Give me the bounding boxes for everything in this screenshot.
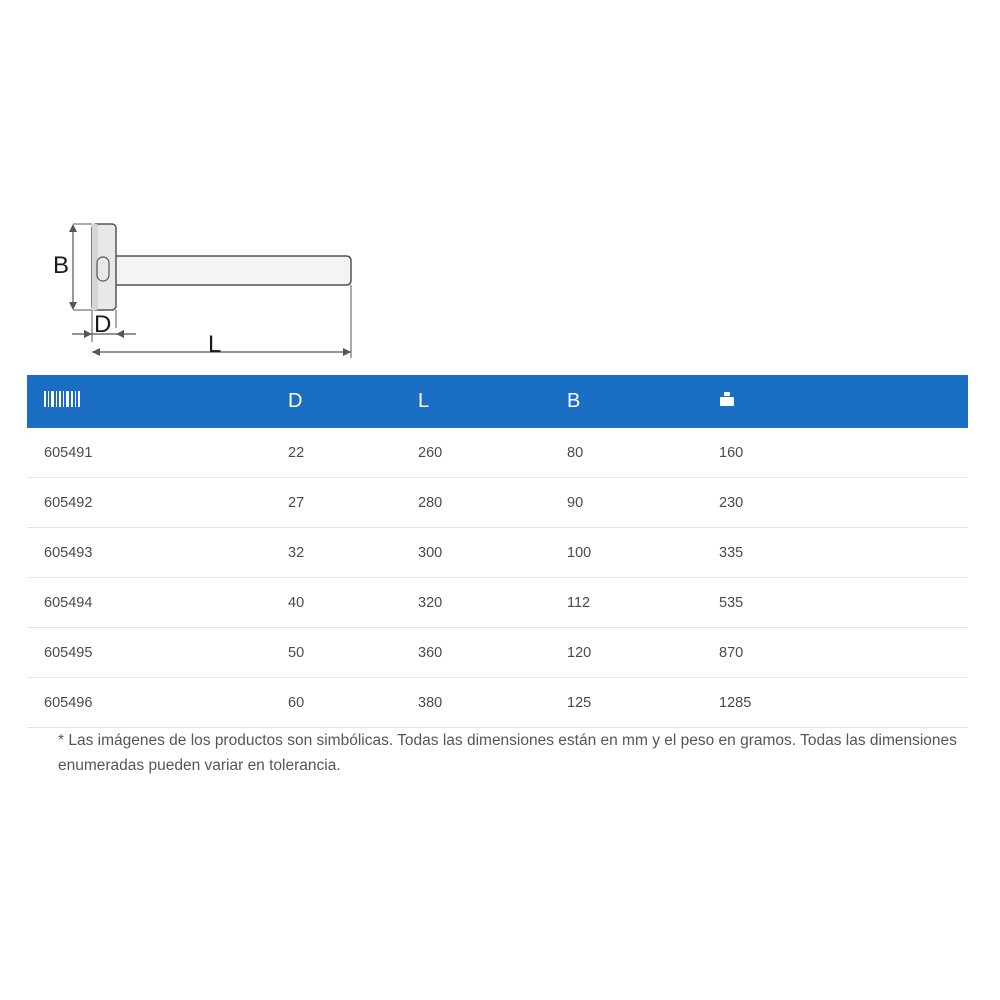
table-row (27, 478, 968, 528)
cell-weight: 1285 (719, 694, 752, 711)
table-row (27, 528, 968, 578)
hammer-drawing (40, 210, 370, 370)
cell-l: 360 (418, 644, 443, 661)
cell-code: 605495 (44, 644, 93, 661)
cell-d: 27 (288, 494, 305, 511)
specs-table (27, 375, 968, 728)
cell-d: 50 (288, 644, 305, 661)
cell-b: 120 (567, 644, 592, 661)
table-row (27, 678, 968, 728)
table-row (27, 628, 968, 678)
header-b: B (567, 390, 581, 412)
cell-d: 32 (288, 544, 305, 561)
barcode-icon (44, 391, 80, 407)
cell-l: 300 (418, 544, 443, 561)
cell-weight: 535 (719, 594, 744, 611)
table-row (27, 578, 968, 628)
cell-code: 605492 (44, 494, 93, 511)
hammer-handle (114, 256, 351, 285)
cell-weight: 230 (719, 494, 744, 511)
cell-d: 22 (288, 444, 305, 461)
cell-weight: 335 (719, 544, 744, 561)
hammer-diagram (40, 210, 370, 370)
header-weight (719, 390, 735, 413)
cell-code: 605491 (44, 444, 93, 461)
cell-code: 605494 (44, 594, 93, 611)
cell-b: 80 (567, 444, 584, 461)
table-header (27, 375, 968, 428)
disclaimer-note: * Las imágenes de los productos son simbólicas. Todas las dimensiones están en mm y el peso en gramos. Todas las dimensiones enumeradas pueden variar en tolerancia. (58, 732, 957, 774)
label-l: L (208, 331, 222, 358)
cell-l: 260 (418, 444, 443, 461)
cell-code: 605496 (44, 694, 93, 711)
cell-l: 280 (418, 494, 443, 511)
header-code (44, 390, 80, 413)
weight-icon (719, 391, 735, 407)
cell-d: 60 (288, 694, 305, 711)
cell-weight: 870 (719, 644, 744, 661)
cell-code: 605493 (44, 544, 93, 561)
label-d: D (94, 311, 112, 338)
cell-l: 320 (418, 594, 443, 611)
cell-weight: 160 (719, 444, 744, 461)
header-d: D (288, 390, 303, 412)
cell-b: 125 (567, 694, 592, 711)
cell-d: 40 (288, 594, 305, 611)
cell-b: 100 (567, 544, 592, 561)
cell-b: 90 (567, 494, 584, 511)
label-b: B (53, 252, 70, 279)
cell-b: 112 (567, 594, 591, 611)
table-row (27, 428, 968, 478)
cell-l: 380 (418, 694, 443, 711)
header-l: L (418, 390, 430, 412)
